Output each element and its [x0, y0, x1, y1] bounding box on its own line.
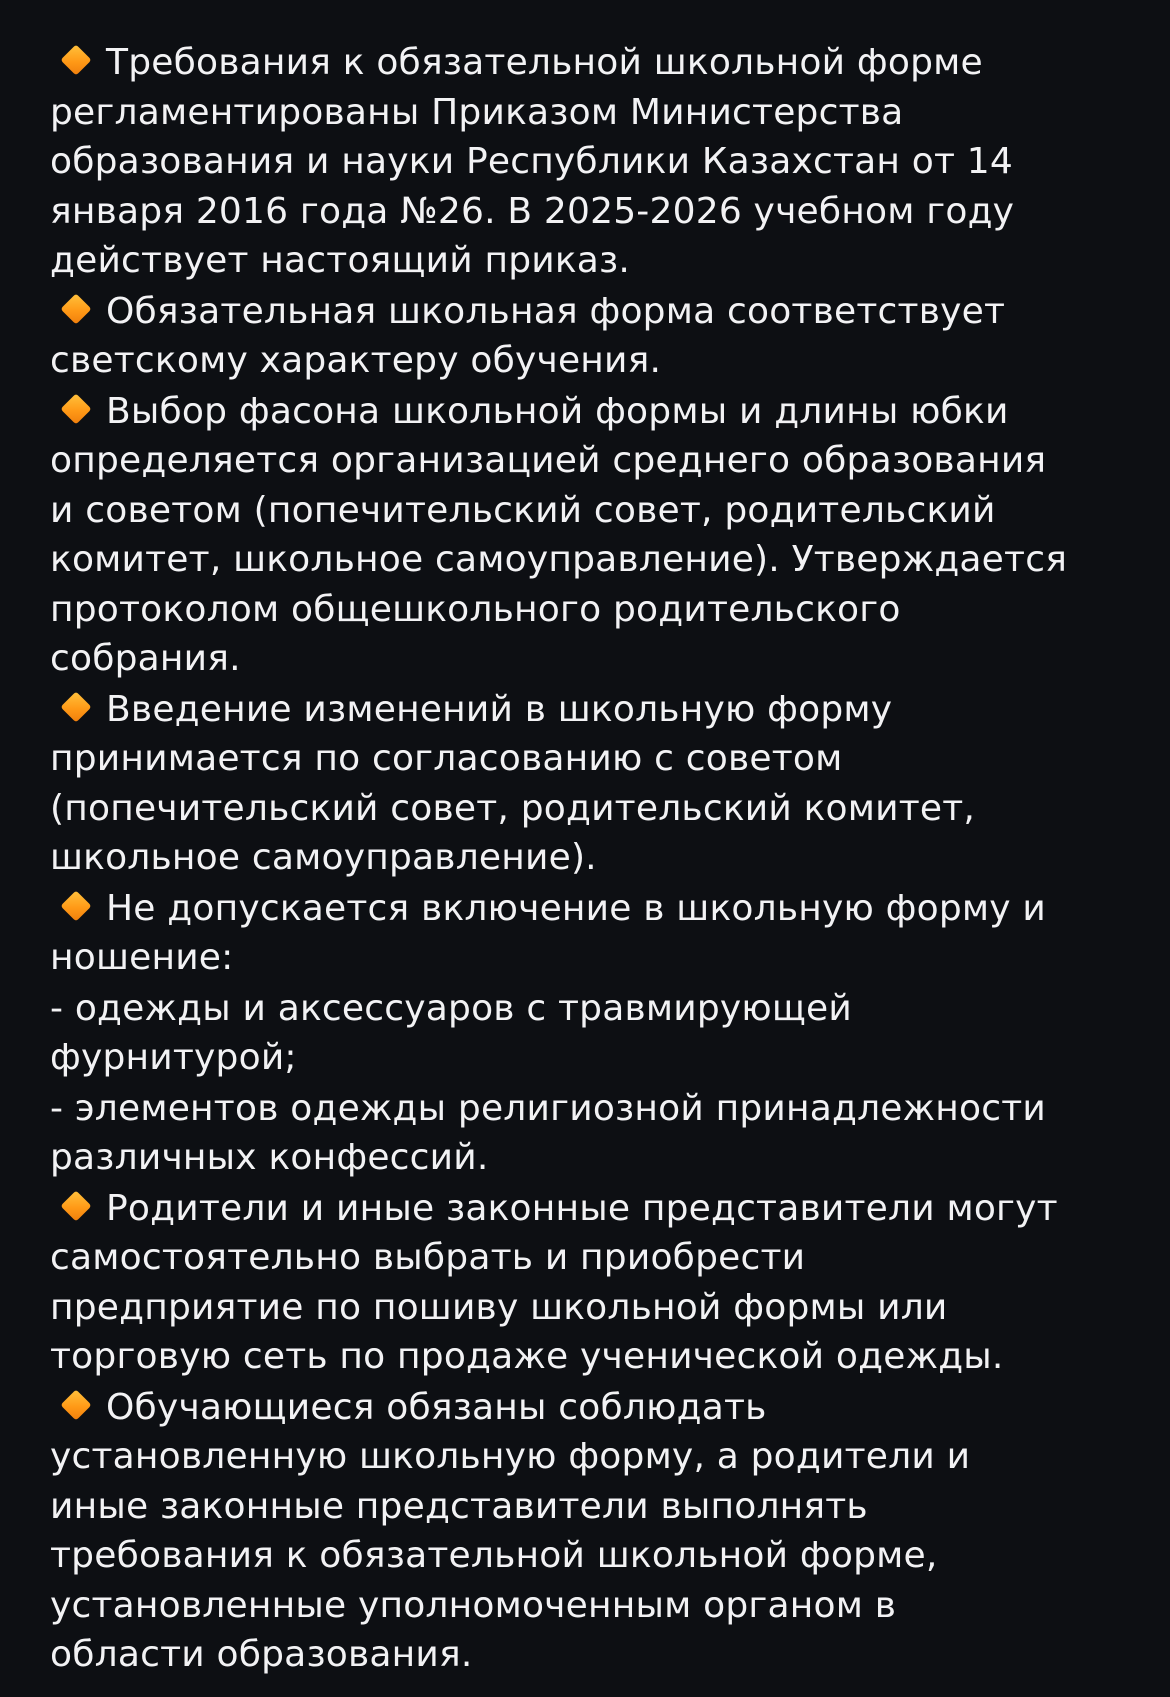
paragraph-line: требования к обязательной школьной форме,: [50, 1535, 938, 1576]
orange-diamond-icon: [56, 1391, 98, 1421]
paragraph-line: установленные уполномоченным органом в: [50, 1584, 897, 1626]
paragraph-3: [50, 387, 1126, 684]
orange-diamond-icon: [56, 693, 98, 723]
paragraph-7: [50, 1084, 1126, 1183]
paragraph-line: самостоятельно выбрать и приобрести: [50, 1237, 806, 1278]
orange-diamond-icon: [56, 1192, 98, 1222]
paragraph-line: - одежды и аксессуаров с травмирующей: [50, 987, 852, 1029]
paragraph-6: [50, 984, 1126, 1083]
paragraph-line: Родители и иные законные представители могут: [106, 1187, 1058, 1229]
paragraph-4: [50, 685, 1126, 883]
paragraph-line: ношение:: [50, 937, 234, 978]
paragraph-line: и советом (попечительский совет, родительский: [50, 489, 996, 531]
paragraph-9: [50, 1383, 1126, 1680]
paragraph-line: образования и науки Республики Казахстан от 14: [50, 141, 1014, 182]
paragraph-line: Введение изменений в школьную форму: [106, 688, 893, 730]
paragraph-line: области образования.: [50, 1634, 473, 1675]
paragraph-5: [50, 884, 1126, 983]
paragraph-line: - элементов одежды религиозной принадлежности: [50, 1087, 1046, 1129]
paragraph-line: Выбор фасона школьной формы и длины юбки: [106, 390, 1009, 432]
paragraph-line: светскому характеру обучения.: [50, 340, 662, 381]
paragraph-line: школьное самоуправление).: [50, 837, 597, 878]
orange-diamond-icon: [56, 892, 98, 922]
paragraph-line: собрания.: [50, 638, 241, 679]
paragraph-line: торговую сеть по продаже ученической одежды.: [50, 1336, 1004, 1377]
orange-diamond-icon: [56, 46, 98, 76]
orange-diamond-icon: [56, 295, 98, 325]
paragraph-1: [50, 38, 1126, 286]
paragraph-line: действует настоящий приказ.: [50, 240, 631, 281]
paragraph-line: протоколом общешкольного родительского: [50, 588, 901, 630]
orange-diamond-icon: [56, 395, 98, 425]
paragraph-line: Требования к обязательной школьной форме: [106, 42, 983, 83]
paragraph-line: фурнитурой;: [50, 1037, 297, 1078]
paragraph-line: установленную школьную форму, а родители и: [50, 1436, 971, 1477]
paragraph-line: Не допускается включение в школьную форму и: [106, 887, 1046, 929]
paragraph-line: (попечительский совет, родительский комитет,: [50, 787, 976, 829]
paragraph-line: Обязательная школьная форма соответствует: [106, 290, 1006, 332]
paragraph-2: [50, 287, 1126, 386]
paragraph-line: определяется организацией среднего образования: [50, 440, 1047, 481]
paragraph-line: иные законные представители выполнять: [50, 1485, 868, 1527]
paragraph-line: предприятие по пошиву школьной формы или: [50, 1286, 948, 1328]
paragraph-line: января 2016 года №26. В 2025-2026 учебном году: [50, 190, 1015, 232]
paragraph-line: комитет, школьное самоуправление). Утверждается: [50, 539, 1068, 580]
paragraph-line: Обучающиеся обязаны соблюдать: [106, 1386, 767, 1428]
paragraph-line: различных конфессий.: [50, 1137, 489, 1178]
paragraph-8: [50, 1184, 1126, 1382]
paragraph-line: принимается по согласованию с советом: [50, 738, 843, 779]
paragraph-line: регламентированы Приказом Министерства: [50, 91, 904, 133]
